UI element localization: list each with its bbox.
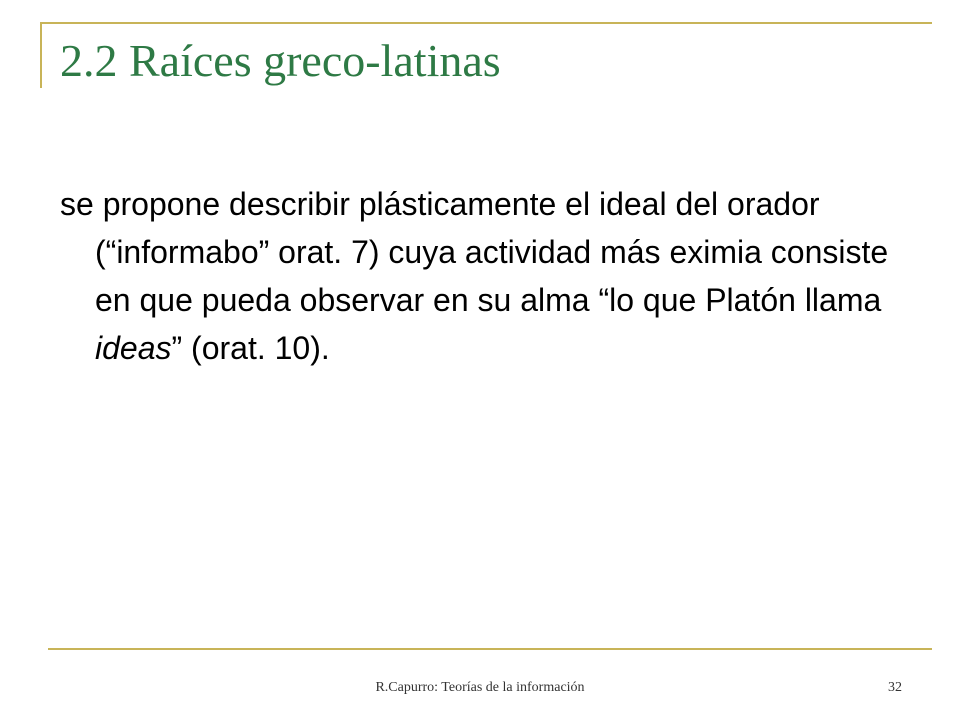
body-text-end: ” (orat. 10). — [171, 330, 330, 366]
footer-text: R.Capurro: Teorías de la información — [375, 680, 585, 695]
top-rule — [40, 22, 932, 24]
body-paragraph — [60, 180, 925, 372]
slide-title: 2.2 Raíces greco-latinas — [60, 35, 501, 86]
left-rule — [40, 22, 42, 88]
bottom-rule — [48, 648, 932, 650]
page-number: 32 — [888, 680, 902, 695]
body-text-start: se propone describir plásticamente el ideal del orador (“informabo” orat. 7) cuya actividad más eximia consiste en que pueda observar en su alma “lo que Platón llama — [60, 186, 889, 318]
body-text-italic: ideas — [95, 330, 172, 366]
